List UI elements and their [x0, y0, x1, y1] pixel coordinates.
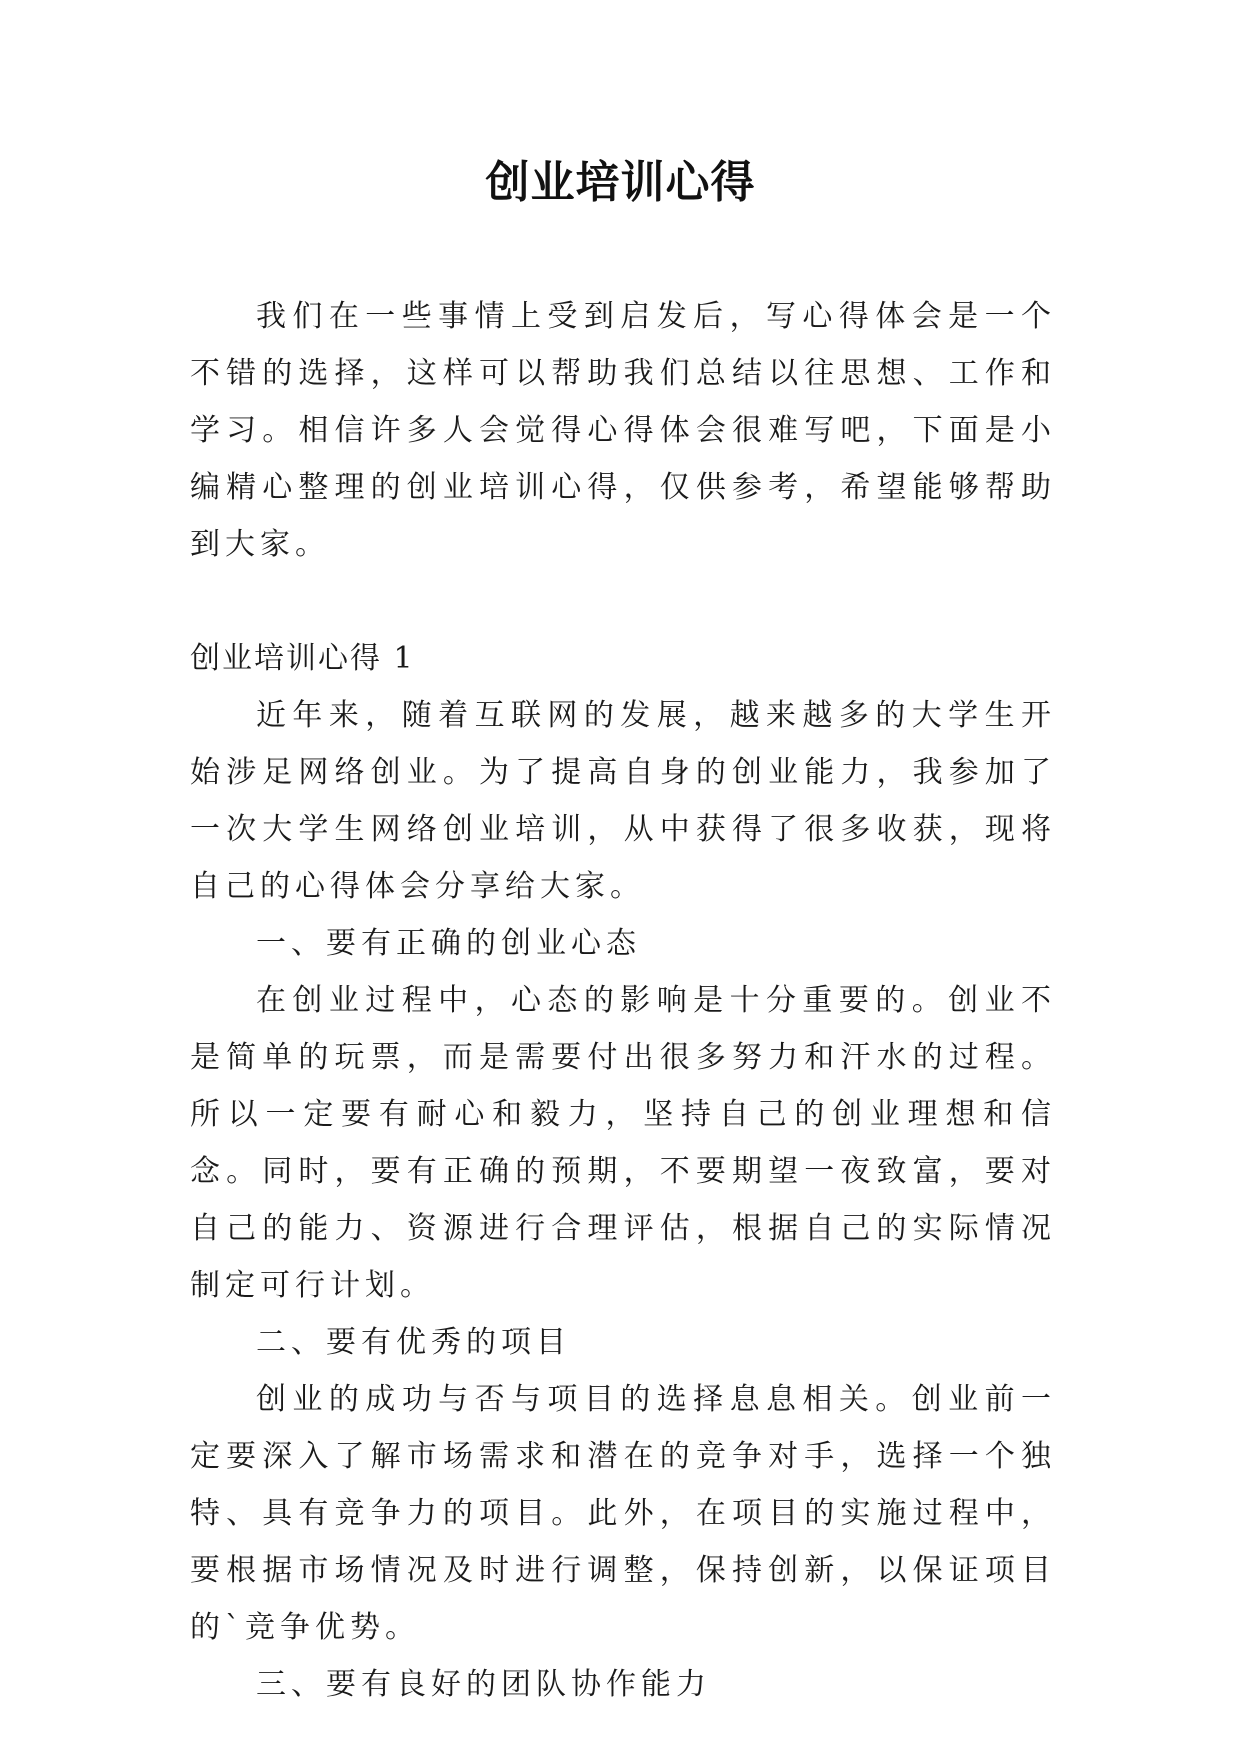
body-paragraph-1: 近年来，随着互联网的发展，越来越多的大学生开始涉足网络创业。为了提高自身的创业能力，我参加了一次大学生网络创业培训，从中获得了很多收获，现将自己的心得体会分享给大家。 — [190, 698, 1056, 904]
document-body — [190, 288, 1056, 1713]
document-title: 创业培训心得 — [485, 157, 756, 208]
subheading-3: 三、要有良好的团队协作能力 — [256, 1667, 711, 1702]
body-paragraph-2: 在创业过程中，心态的影响是十分重要的。创业不是简单的玩票，而是需要付出很多努力和汗水的过程。所以一定要有耐心和毅力，坚持自己的创业理想和信念。同时，要有正确的预期，不要期望一夜致富，要对自己的能力、资源进行合理评估，根据自己的实际情况制定可行计划。 — [190, 983, 1056, 1303]
body-paragraph-3: 创业的成功与否与项目的选择息息相关。创业前一定要深入了解市场需求和潜在的竞争对手，选择一个独特、具有竞争力的项目。此外，在项目的实施过程中，要根据市场情况及时进行调整，保持创新，以保证项目的`竞争优势。 — [190, 1382, 1056, 1645]
subheading-1: 一、要有正确的创业心态 — [256, 926, 641, 961]
section-title: 创业培训心得 1 — [190, 641, 415, 676]
intro-paragraph: 我们在一些事情上受到启发后，写心得体会是一个不错的选择，这样可以帮助我们总结以往思想、工作和学习。相信许多人会觉得心得体会很难写吧，下面是小编精心整理的创业培训心得，仅供参考，希望能够帮助到大家。 — [190, 299, 1056, 562]
paragraph-spacer — [190, 573, 1056, 630]
subheading-2: 二、要有优秀的项目 — [256, 1325, 571, 1360]
